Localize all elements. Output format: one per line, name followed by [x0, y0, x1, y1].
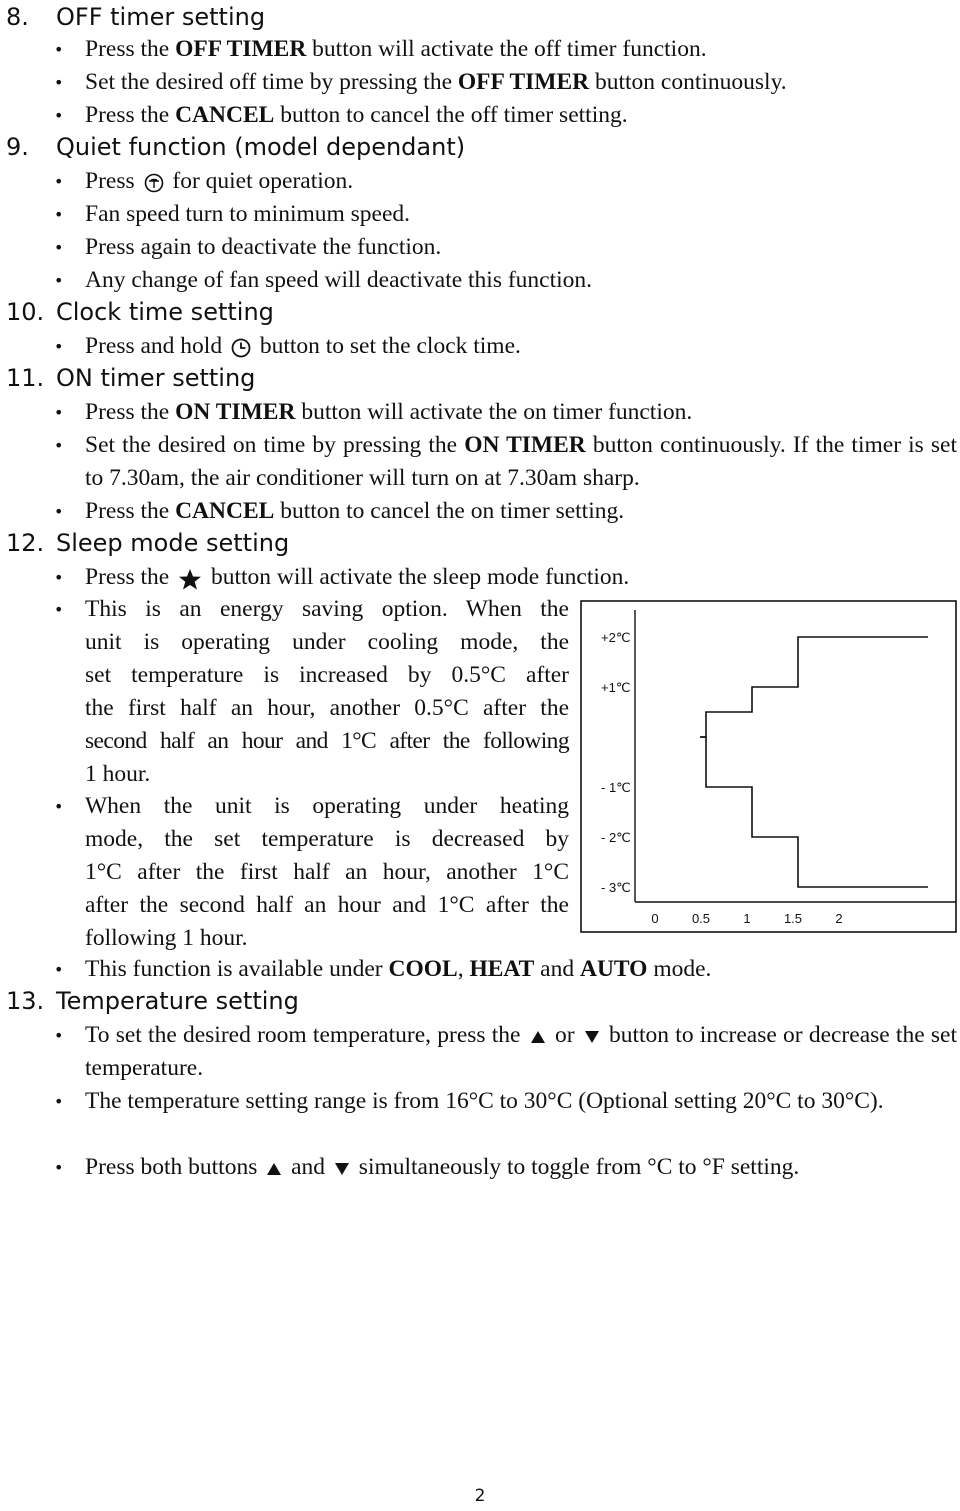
list-item: • Press for quiet operation.: [54, 168, 354, 194]
list-item: • Press the button will activate the sleep mode function.: [54, 564, 630, 590]
section-heading-11: 11. ON timer setting: [6, 364, 256, 392]
list-item: • Press the CANCEL button to cancel the off timer setting.: [54, 102, 628, 128]
list-item: • Fan speed turn to minimum speed.: [54, 201, 411, 227]
heating-series-line: [700, 737, 928, 887]
y-tick-label: +1℃: [601, 680, 631, 695]
list-item: • This function is available under COOL, HEAT and AUTO mode.: [54, 956, 712, 982]
x-tick-label: 2: [835, 911, 843, 926]
section-heading-8: 8. OFF timer setting: [6, 3, 266, 31]
up-arrow-icon: [530, 1030, 546, 1044]
x-tick-label: 0: [651, 911, 659, 926]
chart-frame: [581, 601, 956, 932]
section-heading-10: 10. Clock time setting: [6, 298, 274, 326]
list-item: • Press the ON TIMER button will activate the on timer function.: [54, 399, 693, 425]
cooling-series-line: [700, 637, 928, 737]
up-arrow-icon: [266, 1162, 282, 1176]
clock-icon: [231, 338, 251, 358]
section-heading-9: 9. Quiet function (model dependant): [6, 133, 466, 161]
list-item: • Any change of fan speed will deactivate this function.: [54, 267, 593, 293]
list-item: • This is an energy saving option. When the unit is operating under cooling mode, the set temperature is increased by 0.5°C after the first half an hour, another 0.5°C after the second half an hour and 1°C after the following 1 hour.: [54, 596, 569, 787]
sleep-mode-chart: [580, 600, 958, 935]
list-item: • When the unit is operating under heating mode, the set temperature is decreased by 1°C after the first half an hour, another 1°C after the second half an hour and 1°C after the following 1 hour.: [54, 793, 569, 951]
down-arrow-icon: [334, 1162, 350, 1176]
list-item: • Press the CANCEL button to cancel the on timer setting.: [54, 498, 625, 524]
star-icon: [178, 568, 202, 590]
section-heading-12: 12. Sleep mode setting: [6, 529, 290, 557]
y-tick-label: - 3℃: [601, 880, 631, 895]
y-tick-label: - 2℃: [601, 830, 631, 845]
list-item: • Press again to deactivate the function.: [54, 234, 442, 260]
quiet-icon: [144, 173, 164, 193]
list-item: • To set the desired room temperature, press the or button to increase or decrease the set temperature.: [54, 1022, 957, 1081]
list-item: • Press and hold button to set the clock time.: [54, 333, 521, 359]
list-item: • Press both buttons and simultaneously to toggle from °C to °F setting.: [54, 1154, 800, 1180]
list-item: • Set the desired off time by pressing the OFF TIMER button continuously.: [54, 69, 787, 95]
x-tick-label: 1.5: [783, 911, 803, 926]
list-item: • The temperature setting range is from 16°C to 30°C (Optional setting 20°C to 30°C).: [54, 1088, 884, 1114]
x-tick-label: 0.5: [691, 911, 711, 926]
list-item: • Set the desired on time by pressing the ON TIMER button continuously. If the timer is set to 7.30am, the air conditioner will turn on at 7.30am sharp.: [54, 432, 957, 491]
x-tick-label: 1: [743, 911, 751, 926]
y-tick-label: - 1℃: [601, 780, 631, 795]
y-tick-label: +2℃: [601, 630, 631, 645]
section-heading-13: 13. Temperature setting: [6, 987, 299, 1015]
page-number: 2: [474, 1486, 486, 1506]
down-arrow-icon: [584, 1030, 600, 1044]
list-item: • Press the OFF TIMER button will activate the off timer function.: [54, 36, 707, 62]
